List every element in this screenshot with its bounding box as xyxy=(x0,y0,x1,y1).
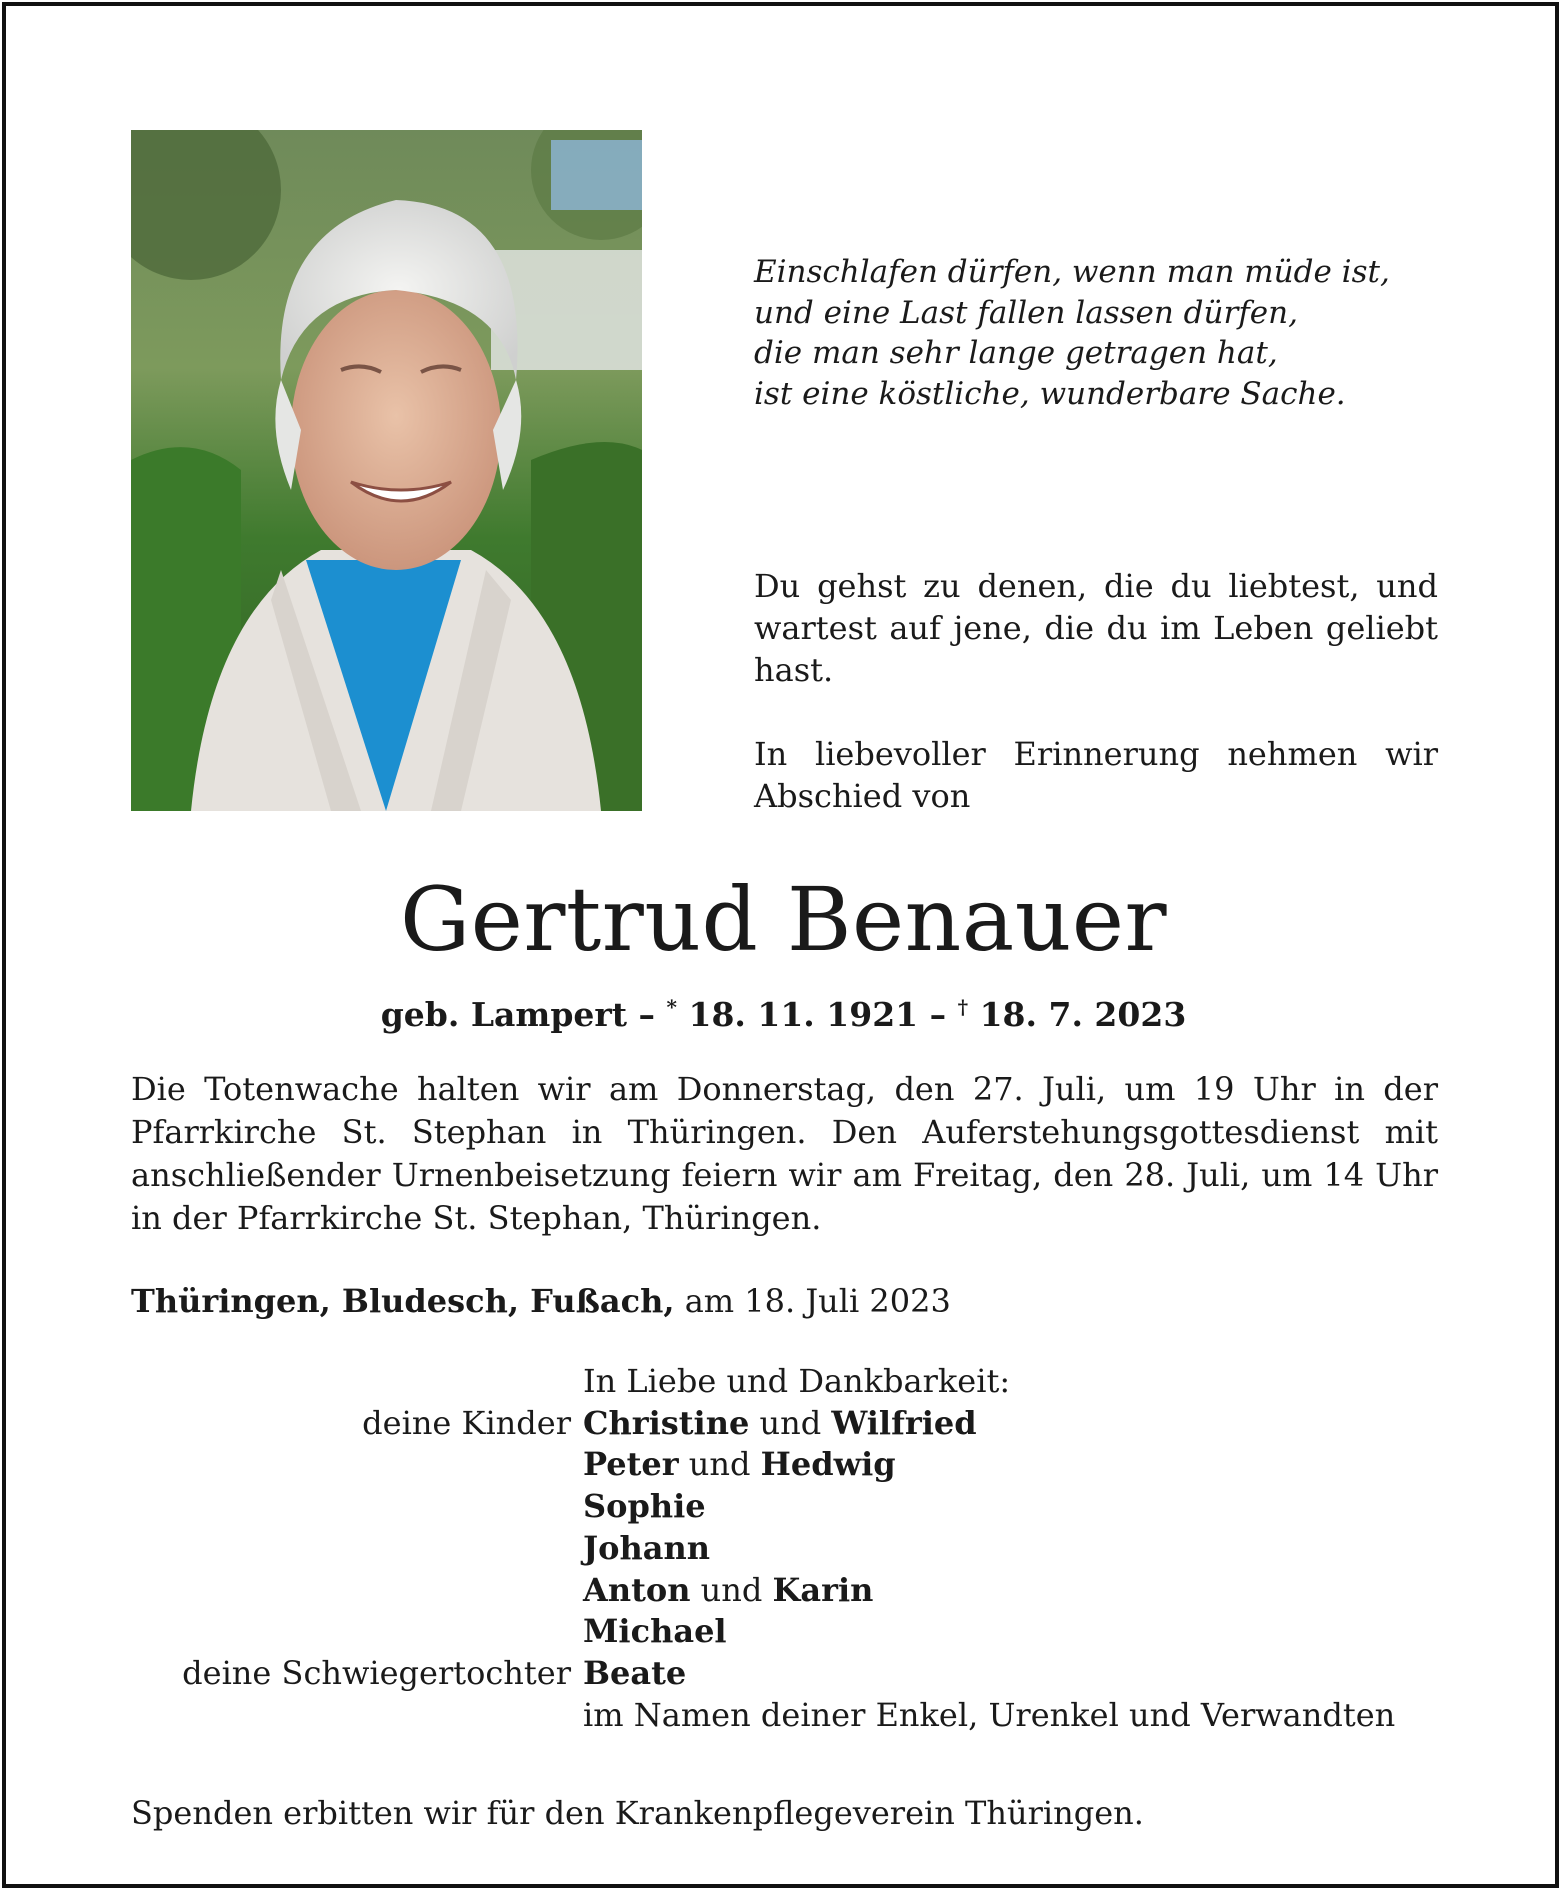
remembrance-text: In liebevoller Erinnerung nehmen wir Abschied von xyxy=(754,735,1438,815)
poem xyxy=(754,252,1454,414)
child-name: Anton xyxy=(583,1570,691,1609)
birth-date: 18. 11. 1921 xyxy=(688,995,919,1034)
daughter-in-law-label: deine Schwiegertochter xyxy=(182,1653,571,1692)
signature-intro: In Liebe und Dankbarkeit: xyxy=(583,1362,1011,1400)
name-joiner: und xyxy=(759,1403,822,1442)
signature-intro-row xyxy=(131,1361,1451,1403)
portrait-image xyxy=(131,130,642,811)
maiden-name: geb. Lampert xyxy=(380,995,628,1034)
born-symbol: * xyxy=(666,995,677,1019)
poem-line: die man sehr lange getragen hat, xyxy=(754,335,1278,371)
poem-line: und eine Last fallen lassen dürfen, xyxy=(754,294,1298,331)
name-joiner: und xyxy=(700,1570,763,1609)
mourners-signature xyxy=(131,1361,1451,1736)
quote-text: Du gehst zu denen, die du liebtest, und wartest auf jene, die du im Leben geliebt hast. xyxy=(754,567,1438,689)
signature-closing: im Namen deiner Enkel, Urenkel und Verwandten xyxy=(583,1695,1396,1734)
places: Thüringen, Bludesch, Fußach, xyxy=(131,1282,675,1320)
poem-line: Einschlafen dürfen, wenn man müde ist, xyxy=(754,254,1390,290)
deceased-name: Gertrud Benauer xyxy=(399,868,1168,971)
child-name: Sophie xyxy=(583,1487,706,1526)
portrait-photo xyxy=(131,130,642,811)
list-item xyxy=(131,1403,1451,1445)
notice-date: am 18. Juli 2023 xyxy=(684,1282,951,1320)
partner-name: Karin xyxy=(772,1570,874,1609)
list-item xyxy=(131,1653,1451,1695)
donation-note: Spenden erbitten wir für den Krankenpflegeverein Thüringen. xyxy=(131,1794,1144,1832)
child-name: Johann xyxy=(583,1528,711,1567)
daughter-in-law-name: Beate xyxy=(583,1653,687,1692)
service-details: Die Totenwache halten wir am Donnerstag, den 27. Juli, um 19 Uhr in der Pfarrkirche St. Stephan in Thüringen. Den Auferstehungsgottesdienst mit anschließender Urnenbeisetzung feiern wir am Freitag, den 28. Juli, um 14 Uhr in der Pfarrkirche St. Stephan, Thüringen. xyxy=(131,1070,1438,1237)
child-name: Michael xyxy=(583,1612,727,1651)
children-label: deine Kinder xyxy=(362,1403,571,1442)
died-symbol: † xyxy=(957,995,969,1019)
death-date: 18. 7. 2023 xyxy=(979,995,1187,1034)
child-name: Christine xyxy=(583,1403,750,1442)
partner-name: Wilfried xyxy=(831,1403,977,1442)
poem-line: ist eine köstliche, wunderbare Sache. xyxy=(754,375,1346,412)
partner-name: Hedwig xyxy=(760,1445,896,1484)
child-name: Peter xyxy=(583,1445,679,1484)
place-date-line xyxy=(131,1280,1438,1323)
life-dates: geb. Lampert – * 18. 11. 1921 – † 18. 7. 2023 xyxy=(380,995,1187,1034)
name-joiner: und xyxy=(688,1445,751,1484)
list-item xyxy=(131,1611,1451,1653)
signature-closing-row xyxy=(131,1695,1451,1737)
list-item xyxy=(131,1444,1451,1486)
list-item xyxy=(131,1570,1451,1612)
list-item xyxy=(131,1528,1451,1570)
list-item xyxy=(131,1486,1451,1528)
